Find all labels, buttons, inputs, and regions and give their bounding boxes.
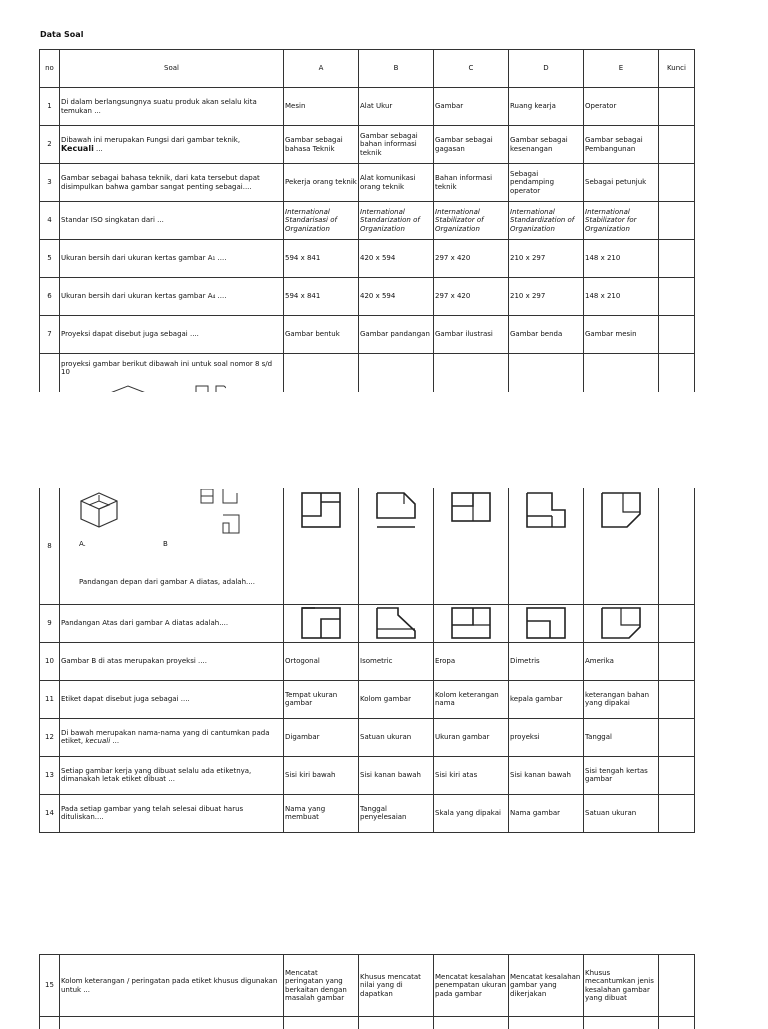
question-text: Ukuran bersih dari ukuran kertas gambar A₁ .... bbox=[60, 240, 284, 278]
option-c: Ukuran gambar bbox=[434, 718, 509, 756]
answer-key-cell[interactable] bbox=[659, 240, 695, 278]
table-row bbox=[40, 88, 695, 126]
answer-key-cell[interactable] bbox=[659, 316, 695, 354]
option-d: Mencatat kesalahan gambar yang dikerjakan bbox=[509, 955, 584, 1017]
option-d: Gambar sebagai kesenangan bbox=[509, 126, 584, 164]
option-d: Sebagai pendamping operator bbox=[509, 164, 584, 202]
view-option-icon bbox=[526, 492, 566, 528]
option-b: Tanggal penyelesaian bbox=[359, 794, 434, 832]
option-a: Gambar bentuk bbox=[284, 316, 359, 354]
row-no: 2 bbox=[40, 126, 60, 164]
isometric-figure-icon bbox=[106, 385, 226, 392]
option-e: Satuan ukuran bbox=[584, 794, 659, 832]
option-c: Eropa bbox=[434, 642, 509, 680]
row-no: 12 bbox=[40, 718, 60, 756]
option-b: Sisi kanan bawah bbox=[359, 756, 434, 794]
table-row bbox=[40, 278, 695, 316]
question-text bbox=[60, 718, 284, 756]
option-a: International Standarisasi of Organization bbox=[284, 202, 359, 240]
figure-label-b: B bbox=[163, 540, 168, 548]
option-c bbox=[434, 488, 509, 604]
question-text: Gambar sebagai bahasa teknik, dari kata tersebut dapat disimpulkan bahwa gambar sangat penting sebagai.... bbox=[60, 164, 284, 202]
option-b: 420 x 594 bbox=[359, 240, 434, 278]
row-no: 1 bbox=[40, 88, 60, 126]
row-no: 8 bbox=[40, 488, 60, 604]
header-no: no bbox=[40, 50, 60, 88]
figure-label-a: A. bbox=[79, 540, 86, 548]
question-text: Di dalam berlangsungnya suatu produk akan selalu kita temukan ... bbox=[60, 88, 284, 126]
option-a bbox=[284, 604, 359, 642]
option-e: Operator bbox=[584, 88, 659, 126]
option-b: Alat Ukur bbox=[359, 88, 434, 126]
option-c: Mencatat kesalahan penempatan ukuran pada gambar bbox=[434, 955, 509, 1017]
option-c: 297 x 420 bbox=[434, 278, 509, 316]
view-option-icon bbox=[301, 492, 341, 528]
answer-key-cell[interactable] bbox=[659, 756, 695, 794]
option-c: Gambar bbox=[434, 88, 509, 126]
option-a: 594 x 841 bbox=[284, 278, 359, 316]
option-e: Khusus mecantumkan jenis kesalahan gambar yang dibuat bbox=[584, 955, 659, 1017]
option-a: Ortogonal bbox=[284, 642, 359, 680]
isometric-figure-icon bbox=[61, 489, 261, 551]
option-b: International Standarization of Organization bbox=[359, 202, 434, 240]
row-no: 3 bbox=[40, 164, 60, 202]
option-c: Bahan informasi teknik bbox=[434, 164, 509, 202]
option-c: International Stabilizator of Organization bbox=[434, 202, 509, 240]
question-text bbox=[60, 354, 284, 392]
answer-key-cell[interactable] bbox=[659, 642, 695, 680]
table-row bbox=[40, 955, 695, 1017]
option-a: Gambar sebagai bahasa Teknik bbox=[284, 126, 359, 164]
question-text-main: Dibawah ini merupakan Fungsi dari gambar teknik, bbox=[61, 135, 241, 144]
question-text: Pandangan Atas dari gambar A diatas adalah.... bbox=[60, 604, 284, 642]
option-b: Khusus mencatat nilai yang di dapatkan bbox=[359, 955, 434, 1017]
option-d: Gambar benda bbox=[509, 316, 584, 354]
option-e: Tanggal bbox=[584, 718, 659, 756]
option-a: Nama yang membuat bbox=[284, 794, 359, 832]
header-kunci: Kunci bbox=[659, 50, 695, 88]
table-row bbox=[40, 604, 695, 642]
option-e bbox=[584, 488, 659, 604]
row-no: 7 bbox=[40, 316, 60, 354]
question-text: Gambar B di atas merupakan proyeksi .... bbox=[60, 642, 284, 680]
option-b bbox=[359, 604, 434, 642]
row-no: 9 bbox=[40, 604, 60, 642]
option-d bbox=[509, 604, 584, 642]
option-d: proyeksi bbox=[509, 718, 584, 756]
option-c: Kolom keterangan nama bbox=[434, 680, 509, 718]
option-b: Gambar pandangan bbox=[359, 316, 434, 354]
option-e: Gambar mesin bbox=[584, 316, 659, 354]
figure-intro-text: proyeksi gambar berikut dibawah ini untuk soal nomor 8 s/d 10 bbox=[61, 360, 273, 377]
answer-key-cell[interactable] bbox=[659, 604, 695, 642]
question-text-main: Di bawah merupakan nama-nama yang di cantumkan pada etiket, bbox=[61, 728, 270, 745]
row-no: 15 bbox=[40, 955, 60, 1017]
option-b: Gambar sebagai bahan informasi teknik bbox=[359, 126, 434, 164]
row-no: 11 bbox=[40, 680, 60, 718]
question-table-part-3 bbox=[39, 954, 695, 1029]
option-e: International Stabilizator for Organization bbox=[584, 202, 659, 240]
option-e: Gambar sebagai Pembangunan bbox=[584, 126, 659, 164]
table-row bbox=[40, 240, 695, 278]
table-row bbox=[40, 126, 695, 164]
question-text: Pada setiap gambar yang telah selesai dibuat harus dituliskan.... bbox=[60, 794, 284, 832]
option-c: Sisi kiri atas bbox=[434, 756, 509, 794]
option-a: Tempat ukuran gambar bbox=[284, 680, 359, 718]
kecuali-emphasis: kecuali bbox=[85, 737, 111, 745]
option-d: Ruang kearja bbox=[509, 88, 584, 126]
option-c: Gambar ilustrasi bbox=[434, 316, 509, 354]
option-c bbox=[434, 604, 509, 642]
option-e: 148 x 210 bbox=[584, 240, 659, 278]
option-c: Gambar sebagai gagasan bbox=[434, 126, 509, 164]
table-row bbox=[40, 354, 695, 392]
table-row bbox=[40, 164, 695, 202]
option-d: Nama gambar bbox=[509, 794, 584, 832]
option-d: Sisi kanan bawah bbox=[509, 756, 584, 794]
answer-key-cell[interactable] bbox=[659, 278, 695, 316]
question-text: Proyeksi dapat disebut juga sebagai .... bbox=[60, 316, 284, 354]
table-header-row bbox=[40, 50, 695, 88]
table-row bbox=[40, 718, 695, 756]
option-e: Sebagai petunjuk bbox=[584, 164, 659, 202]
view-option-icon bbox=[301, 607, 341, 639]
table-row bbox=[40, 488, 695, 604]
answer-key-cell[interactable] bbox=[659, 718, 695, 756]
option-b: Satuan ukuran bbox=[359, 718, 434, 756]
option-e: Sisi tengah kertas gambar bbox=[584, 756, 659, 794]
question-text: Etiket dapat disebut juga sebagai .... bbox=[60, 680, 284, 718]
row-no: 6 bbox=[40, 278, 60, 316]
option-a: Mesin bbox=[284, 88, 359, 126]
view-option-icon bbox=[376, 607, 416, 639]
row-no: 10 bbox=[40, 642, 60, 680]
option-b: Kolom gambar bbox=[359, 680, 434, 718]
option-c: Skala yang dipakai bbox=[434, 794, 509, 832]
question-text: Setiap gambar kerja yang dibuat selalu ada etiketnya, dimanakah letak etiket dibuat ... bbox=[60, 756, 284, 794]
header-a: A bbox=[284, 50, 359, 88]
row-no: 4 bbox=[40, 202, 60, 240]
option-d: 210 x 297 bbox=[509, 278, 584, 316]
option-b: 420 x 594 bbox=[359, 278, 434, 316]
option-a: Pekerja orang teknik bbox=[284, 164, 359, 202]
row-no: 13 bbox=[40, 756, 60, 794]
table-row bbox=[40, 642, 695, 680]
option-d: Dimetris bbox=[509, 642, 584, 680]
table-row bbox=[40, 1017, 695, 1029]
answer-key-cell[interactable] bbox=[659, 126, 695, 164]
page-title: Data Soal bbox=[40, 30, 84, 39]
answer-key-cell[interactable] bbox=[659, 202, 695, 240]
row-no bbox=[40, 354, 60, 392]
answer-key-cell[interactable] bbox=[659, 955, 695, 1017]
answer-key-cell[interactable] bbox=[659, 488, 695, 604]
question-table-part-2 bbox=[39, 488, 695, 833]
option-e: keterangan bahan yang dipakai bbox=[584, 680, 659, 718]
table-row bbox=[40, 202, 695, 240]
option-a: 594 x 841 bbox=[284, 240, 359, 278]
header-c: C bbox=[434, 50, 509, 88]
option-a: Digambar bbox=[284, 718, 359, 756]
question-table-part-1 bbox=[39, 49, 695, 392]
option-a bbox=[284, 488, 359, 604]
view-option-icon bbox=[376, 492, 416, 528]
row-no: 14 bbox=[40, 794, 60, 832]
kecuali-emphasis: Kecuali bbox=[61, 143, 94, 153]
row-no: 5 bbox=[40, 240, 60, 278]
header-d: D bbox=[509, 50, 584, 88]
table-row bbox=[40, 316, 695, 354]
question-text: Kolom keterangan / peringatan pada etiket khusus digunakan untuk ... bbox=[60, 955, 284, 1017]
answer-key-cell[interactable] bbox=[659, 88, 695, 126]
view-option-icon bbox=[451, 492, 491, 528]
view-option-icon bbox=[451, 607, 491, 639]
option-e: 148 x 210 bbox=[584, 278, 659, 316]
header-b: B bbox=[359, 50, 434, 88]
table-row bbox=[40, 756, 695, 794]
view-option-icon bbox=[601, 607, 641, 639]
option-c: 297 x 420 bbox=[434, 240, 509, 278]
table-row bbox=[40, 794, 695, 832]
option-e bbox=[584, 604, 659, 642]
option-d: International Standardization of Organization bbox=[509, 202, 584, 240]
option-b bbox=[359, 488, 434, 604]
table-row bbox=[40, 680, 695, 718]
option-d: 210 x 297 bbox=[509, 240, 584, 278]
view-option-icon bbox=[526, 607, 566, 639]
option-b: Alat komunikasi orang teknik bbox=[359, 164, 434, 202]
question-text-end: ... bbox=[93, 144, 103, 153]
option-d bbox=[509, 488, 584, 604]
option-a: Sisi kiri bawah bbox=[284, 756, 359, 794]
question-text bbox=[60, 488, 284, 604]
view-option-icon bbox=[601, 492, 641, 528]
header-soal: Soal bbox=[60, 50, 284, 88]
question-text: Standar ISO singkatan dari ... bbox=[60, 202, 284, 240]
answer-key-cell[interactable] bbox=[659, 794, 695, 832]
option-e: Amerika bbox=[584, 642, 659, 680]
option-d: kepala gambar bbox=[509, 680, 584, 718]
question-text: Ukuran bersih dari ukuran kertas gambar A₄ .... bbox=[60, 278, 284, 316]
option-b: Isometric bbox=[359, 642, 434, 680]
question-text-end: ... bbox=[110, 737, 120, 745]
question-8-text: Pandangan depan dari gambar A diatas, adalah.... bbox=[79, 578, 255, 586]
question-text bbox=[60, 126, 284, 164]
answer-key-cell[interactable] bbox=[659, 164, 695, 202]
option-a: Mencatat peringatan yang berkaitan dengan masalah gambar bbox=[284, 955, 359, 1017]
header-e: E bbox=[584, 50, 659, 88]
answer-key-cell[interactable] bbox=[659, 680, 695, 718]
